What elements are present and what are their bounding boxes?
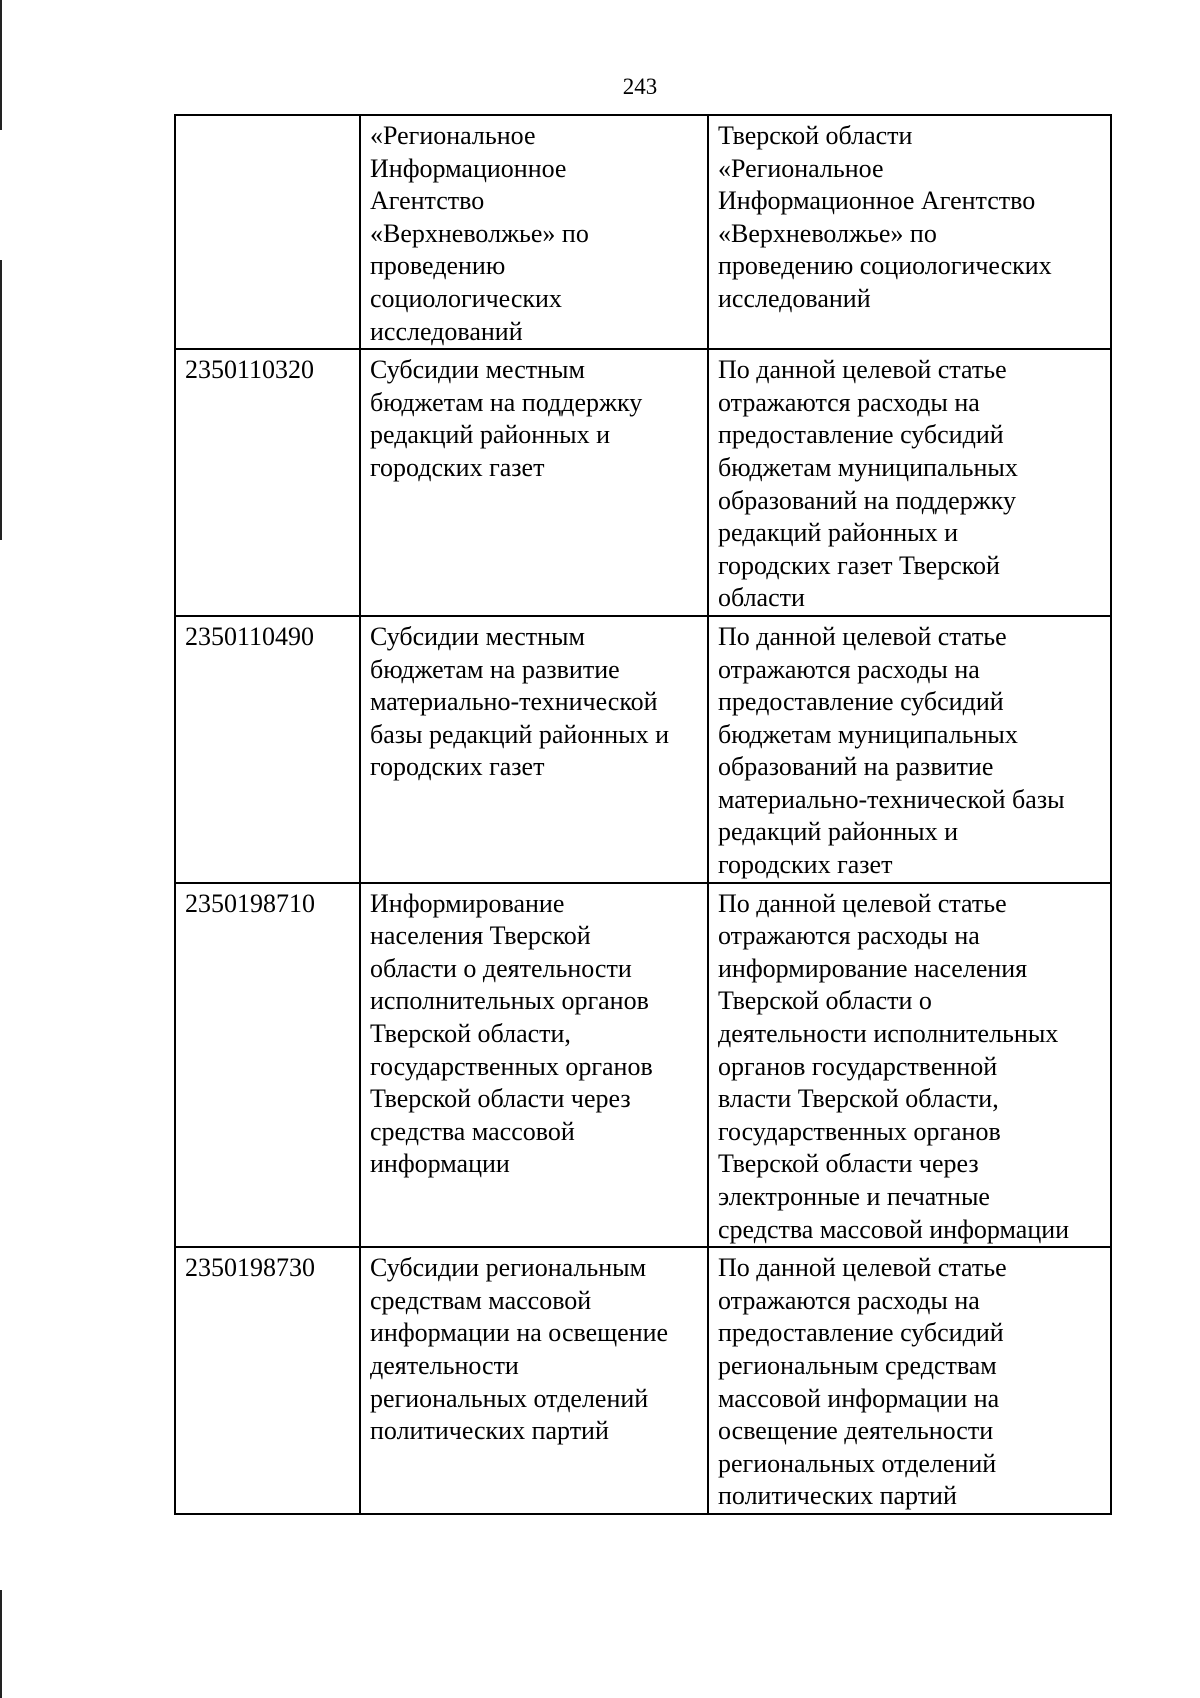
page-number: 243 bbox=[622, 74, 658, 99]
description-cell: По данной целевой статье отражаются расходы на предоставление субсидий региональным средствам массовой информации на освещение деятельности региональных отделений политических партий bbox=[708, 1247, 1111, 1514]
code-cell: 2350110490 bbox=[175, 616, 360, 883]
budget-items-table bbox=[174, 114, 1112, 1515]
name-cell: Информирование населения Тверской области о деятельности исполнительных органов Тверской области, государственных органов Тверской области через средства массовой информации bbox=[360, 883, 708, 1248]
description-cell: Тверской области «Региональное Информационное Агентство «Верхневолжье» по проведению социологических исследований bbox=[708, 115, 1111, 349]
scan-margin-line bbox=[0, 1590, 2, 1698]
code-cell bbox=[175, 115, 360, 349]
name-cell: Субсидии региональным средствам массовой информации на освещение деятельности региональных отделений политических партий bbox=[360, 1247, 708, 1514]
budget-table bbox=[174, 114, 1110, 1515]
code-cell: 2350198710 bbox=[175, 883, 360, 1248]
description-cell: По данной целевой статье отражаются расходы на информирование населения Тверской области о деятельности исполнительных органов государственной власти Тверской области, государственных органов Тверской области через электронные и печатные средства массовой информации bbox=[708, 883, 1111, 1248]
code-cell: 2350110320 bbox=[175, 349, 360, 616]
table-row bbox=[175, 883, 1111, 1248]
table-row bbox=[175, 349, 1111, 616]
scan-margin-line bbox=[0, 260, 2, 540]
code-cell: 2350198730 bbox=[175, 1247, 360, 1514]
table-row bbox=[175, 115, 1111, 349]
name-cell: «Региональное Информационное Агентство «Верхневолжье» по проведению социологических исследований bbox=[360, 115, 708, 349]
description-cell: По данной целевой статье отражаются расходы на предоставление субсидий бюджетам муниципальных образований на поддержку редакций районных и городских газет Тверской области bbox=[708, 349, 1111, 616]
name-cell: Субсидии местным бюджетам на поддержку редакций районных и городских газет bbox=[360, 349, 708, 616]
scan-margin-line bbox=[0, 0, 2, 130]
description-cell: По данной целевой статье отражаются расходы на предоставление субсидий бюджетам муниципальных образований на развитие материально-технической базы редакций районных и городских газет bbox=[708, 616, 1111, 883]
table-row bbox=[175, 616, 1111, 883]
name-cell: Субсидии местным бюджетам на развитие материально-технической базы редакций районных и городских газет bbox=[360, 616, 708, 883]
table-row bbox=[175, 1247, 1111, 1514]
